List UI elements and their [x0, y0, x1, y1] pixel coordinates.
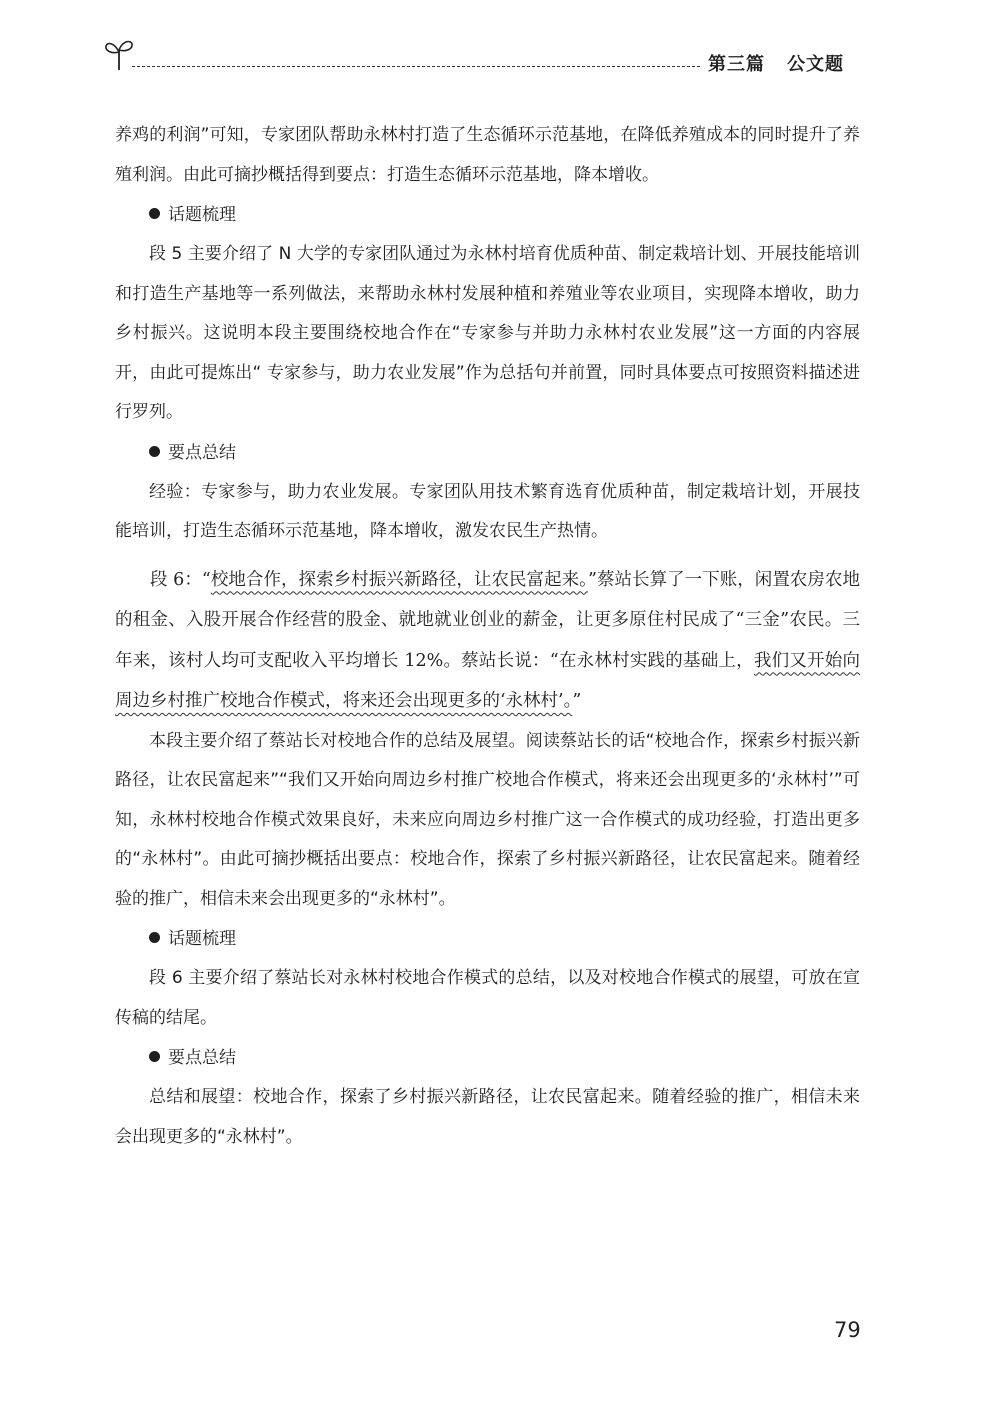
paragraph-5: 段 6 主要介绍了蔡站长对永林村校地合作模式的总结，以及对校地合作模式的展望，可放在宣传稿的结尾。 [115, 968, 860, 1028]
page-number: 79 [834, 1318, 861, 1342]
header-title [708, 50, 844, 76]
quote-text: 段 6：“ [150, 569, 211, 590]
bullet-heading-2 [115, 433, 860, 473]
sprout-icon [104, 36, 134, 72]
quote-underlined-2: 我们又开始向周边乡村推广校地合作模式，将来还会出现更多的‘永林村’。 [115, 650, 860, 711]
bullet-heading-text: 要点总结 [168, 1048, 236, 1068]
header-section: 第三篇 [708, 54, 765, 75]
bullet-dot-icon [149, 1051, 160, 1062]
header-divider [132, 66, 700, 67]
paragraph-3: 经验：专家参与，助力农业发展。专家团队用技术繁育选育优质种苗，制定栽培计划，开展技能培训，打造生态循环示范基地，降本增收，激发农民生产热情。 [115, 481, 860, 541]
page-content [115, 116, 860, 1157]
paragraph-4: 本段主要介绍了蔡站长对校地合作的总结及展望。阅读蔡站长的话“校地合作，探索乡村振兴新路径，让农民富起来”“我们又开始向周边乡村推广校地合作模式，将来还会出现更多的‘永林村’”可知，永林村校地合作模式效果良好，未来应向周边乡村推广这一合作模式的成功经验，打造出更多的“永林村”。由此可摘抄概括出要点：校地合作，探索了乡村振兴新路径，让农民富起来。随着经验的推广，相信未来会出现更多的“永林村”。 [115, 730, 860, 909]
paragraph-1: 养鸡的利润”可知，专家团队帮助永林村打造了生态循环示范基地，在降低养殖成本的同时提升了养殖利润。由此可摘抄概括得到要点：打造生态循环示范基地，降本增收。 [115, 125, 860, 185]
paragraph-6: 总结和展望：校地合作，探索了乡村振兴新路径，让农民富起来。随着经验的推广，相信未来会出现更多的“永林村”。 [115, 1087, 860, 1147]
paragraph-2: 段 5 主要介绍了 N 大学的专家团队通过为永林村培育优质种苗、制定栽培计划、开展技能培训和打造生产基地等一系列做法，来帮助永林村发展种植和养殖业等农业项目，实现降本增收，助力乡村振兴。这说明本段主要围绕校地合作在“专家参与并助力永林村农业发展”这一方面的内容展开，由此可提炼出“ 专家参与，助力农业发展”作为总括句并前置，同时具体要点可按照资料描述进行罗列。 [115, 244, 860, 422]
bullet-heading-3 [115, 919, 860, 959]
header-category: 公文题 [787, 54, 844, 75]
quote-text: ”蔡站长算了一下账，闲置农房农地的租金、入股开展合作经营的股金、就地就业创业的薪金，让更多原住村民成了“三金”农民。三年来，该村人均可支配收入平均增长 12%。蔡站长说：“在永林村实践的基础上， [115, 569, 861, 671]
bullet-dot-icon [149, 932, 160, 943]
quote-text: ” [572, 691, 582, 711]
bullet-heading-4 [115, 1038, 860, 1078]
quote-underlined-1: 校地合作，探索乡村振兴新路径，让农民富起来。 [210, 569, 588, 590]
bullet-dot-icon [149, 208, 160, 219]
bullet-heading-text: 话题梳理 [168, 205, 236, 225]
source-quote-paragraph [115, 560, 860, 722]
bullet-heading-1 [115, 195, 860, 235]
bullet-dot-icon [149, 446, 160, 457]
bullet-heading-text: 话题梳理 [168, 929, 236, 949]
page-header [0, 0, 1000, 90]
bullet-heading-text: 要点总结 [168, 442, 236, 463]
